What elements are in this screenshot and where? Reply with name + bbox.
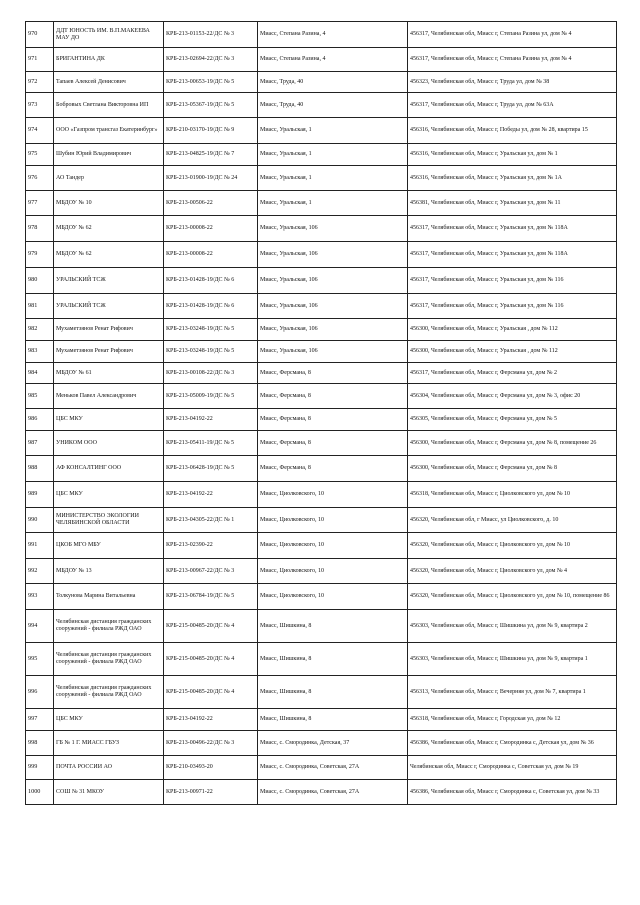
org-name-cell: Меньков Павел Александрович [54, 384, 164, 409]
address-cell: 456318, Челябинская обл, Миасс г, Городская ул, дом № 12 [408, 709, 617, 731]
row-number-cell: 978 [26, 216, 54, 242]
table-row [26, 643, 617, 676]
location-cell: Миасс, Уральская, 106 [258, 319, 408, 341]
records-table [25, 21, 617, 805]
document-number-cell: КРБ-213-00008-22 [164, 242, 258, 268]
org-name-cell: МИНИСТЕРСТВО ЭКОЛОГИИ ЧЕЛЯБИНСКОЙ ОБЛАСТИ [54, 508, 164, 533]
address-cell: 456305, Челябинская обл, Миасс г, Ферсмана ул, дом № 5 [408, 409, 617, 431]
location-cell: Миасс, Труда, 40 [258, 93, 408, 118]
location-cell: Миасс, Циолковского, 10 [258, 533, 408, 559]
document-number-cell: КРБ-213-04305-22/ДС № 1 [164, 508, 258, 533]
location-cell: Миасс, Ферсмана, 8 [258, 456, 408, 482]
location-cell: Миасс, Шишкина, 8 [258, 709, 408, 731]
document-number-cell: КРБ-213-02694-22/ДС № 3 [164, 48, 258, 72]
row-number-cell: 984 [26, 363, 54, 384]
location-cell: Миасс, Уральская, 106 [258, 216, 408, 242]
document-number-cell: КРБ-213-01428-19/ДС № 6 [164, 268, 258, 294]
address-cell: 456317, Челябинская обл, Миасс г, Степана Разина ул, дом № 4 [408, 48, 617, 72]
document-number-cell: КРБ-213-05411-19/ДС № 5 [164, 431, 258, 456]
document-number-cell: КРБ-210-03493-20 [164, 756, 258, 780]
org-name-cell: МБДОУ № 61 [54, 363, 164, 384]
document-number-cell: КРБ-213-00506-22 [164, 191, 258, 216]
address-cell: 456303, Челябинская обл, Миасс г, Шишкина ул, дом № 9, квартира 2 [408, 610, 617, 643]
document-number-cell: КРБ-213-00108-22/ДС № 3 [164, 363, 258, 384]
document-number-cell: КРБ-213-00653-19/ДС № 5 [164, 72, 258, 93]
org-name-cell: МБДОУ № 62 [54, 216, 164, 242]
address-cell: 456320, Челябинская обл, Миасс г, Циолковского ул, дом № 10 [408, 533, 617, 559]
address-cell: 456386, Челябинская обл, Миасс г, Смородинка с, Детская ул, дом № 36 [408, 731, 617, 756]
table-row [26, 780, 617, 805]
row-number-cell: 987 [26, 431, 54, 456]
row-number-cell: 999 [26, 756, 54, 780]
table-row [26, 341, 617, 363]
table-row [26, 482, 617, 508]
address-cell: Челябинская обл, Миасс г, Смородинка с, Советская ул, дом № 19 [408, 756, 617, 780]
table-row [26, 756, 617, 780]
document-number-cell: КРБ-213-04192-22 [164, 409, 258, 431]
table-row [26, 22, 617, 48]
table-row [26, 118, 617, 144]
org-name-cell: БРИГАНТИНА ДК [54, 48, 164, 72]
org-name-cell: ЦБС МКУ [54, 709, 164, 731]
address-cell: 456381, Челябинская обл, Миасс г, Уральская ул, дом № 11 [408, 191, 617, 216]
row-number-cell: 996 [26, 676, 54, 709]
table-row [26, 144, 617, 166]
org-name-cell: Толкунова Марина Витальевна [54, 584, 164, 610]
location-cell: Миасс, Ферсмана, 8 [258, 384, 408, 409]
address-cell: 456303, Челябинская обл, Миасс г, Шишкина ул, дом № 9, квартира 1 [408, 643, 617, 676]
location-cell: Миасс, Уральская, 106 [258, 268, 408, 294]
table-row [26, 363, 617, 384]
location-cell: Миасс, Уральская, 1 [258, 191, 408, 216]
document-number-cell: КРБ-215-00485-20/ДС № 4 [164, 643, 258, 676]
address-cell: 456317, Челябинская обл, Миасс г, Уральская ул, дом № 116 [408, 294, 617, 319]
location-cell: Миасс, Уральская, 1 [258, 118, 408, 144]
org-name-cell: ДДТ ЮНОСТЬ ИМ. В.П.МАКЕЕВА МАУ ДО [54, 22, 164, 48]
location-cell: Миасс, Степана Разина, 4 [258, 22, 408, 48]
row-number-cell: 983 [26, 341, 54, 363]
address-cell: 456304, Челябинская обл, Миасс г, Ферсмана ул, дом № 3, офис 20 [408, 384, 617, 409]
address-cell: 456320, Челябинская обл, Миасс г, Циолковского ул, дом № 10, помещение 86 [408, 584, 617, 610]
org-name-cell: Челябинская дистанция гражданских сооружений - филиала РЖД ОАО [54, 610, 164, 643]
org-name-cell: Шубин Юрий Владимирович [54, 144, 164, 166]
location-cell: Миасс, с. Смородинка, Детская, 37 [258, 731, 408, 756]
row-number-cell: 990 [26, 508, 54, 533]
address-cell: 456317, Челябинская обл, Миасс г, Уральская ул, дом № 116 [408, 268, 617, 294]
address-cell: 456320, Челябинская обл, г Миасс, ул Циолковского, д. 10 [408, 508, 617, 533]
address-cell: 456317, Челябинская обл, Миасс г, Ферсмана ул, дом № 2 [408, 363, 617, 384]
document-number-cell: КРБ-213-03248-19/ДС № 5 [164, 341, 258, 363]
org-name-cell: УНИКОМ ООО [54, 431, 164, 456]
table-row [26, 709, 617, 731]
table-row [26, 676, 617, 709]
row-number-cell: 986 [26, 409, 54, 431]
address-cell: 456317, Челябинская обл, Миасс г, Уральская ул, дом № 118А [408, 242, 617, 268]
address-cell: 456317, Челябинская обл, Миасс г, Степана Разина ул, дом № 4 [408, 22, 617, 48]
table-row [26, 456, 617, 482]
document-number-cell: КРБ-213-04192-22 [164, 482, 258, 508]
address-cell: 456386, Челябинская обл, Миасс г, Смородинка с, Советская ул, дом № 33 [408, 780, 617, 805]
address-cell: 456317, Челябинская обл, Миасс г, Труда ул, дом № 63А [408, 93, 617, 118]
address-cell: 456300, Челябинская обл, Миасс г, Ферсмана ул, дом № 8, помещение 26 [408, 431, 617, 456]
location-cell: Миасс, Уральская, 106 [258, 242, 408, 268]
row-number-cell: 995 [26, 643, 54, 676]
org-name-cell: Бобровых Светлана Викторовна ИП [54, 93, 164, 118]
address-cell: 456300, Челябинская обл, Миасс г, Уральская , дом № 112 [408, 319, 617, 341]
document-number-cell: КРБ-213-05009-19/ДС № 5 [164, 384, 258, 409]
location-cell: Миасс, с. Смородинка, Советская, 27А [258, 756, 408, 780]
location-cell: Миасс, Ферсмана, 8 [258, 363, 408, 384]
row-number-cell: 991 [26, 533, 54, 559]
row-number-cell: 980 [26, 268, 54, 294]
org-name-cell: Мухаметзянов Ренат Рифович [54, 341, 164, 363]
row-number-cell: 971 [26, 48, 54, 72]
org-name-cell: ПОЧТА РОССИИ АО [54, 756, 164, 780]
table-row [26, 268, 617, 294]
document-number-cell: КРБ-213-04825-19/ДС № 7 [164, 144, 258, 166]
address-cell: 456320, Челябинская обл, Миасс г, Циолковского ул, дом № 4 [408, 559, 617, 584]
location-cell: Миасс, Уральская, 106 [258, 341, 408, 363]
document-number-cell: КРБ-215-00485-20/ДС № 4 [164, 676, 258, 709]
row-number-cell: 970 [26, 22, 54, 48]
org-name-cell: ЦКОБ МГО МБУ [54, 533, 164, 559]
table-row [26, 384, 617, 409]
document-number-cell: КРБ-213-04192-22 [164, 709, 258, 731]
row-number-cell: 981 [26, 294, 54, 319]
document-number-cell: КРБ-210-03170-19/ДС № 9 [164, 118, 258, 144]
org-name-cell: ГБ № 1 Г. МИАСС ГБУЗ [54, 731, 164, 756]
row-number-cell: 972 [26, 72, 54, 93]
address-cell: 456318, Челябинская обл, Миасс г, Циолковского ул, дом № 10 [408, 482, 617, 508]
org-name-cell: АО Тандер [54, 166, 164, 191]
table-row [26, 242, 617, 268]
location-cell: Миасс, Ферсмана, 8 [258, 409, 408, 431]
row-number-cell: 979 [26, 242, 54, 268]
location-cell: Миасс, Уральская, 1 [258, 166, 408, 191]
table-row [26, 93, 617, 118]
org-name-cell: МБДОУ № 13 [54, 559, 164, 584]
document-number-cell: КРБ-213-06784-19/ДС № 5 [164, 584, 258, 610]
address-cell: 456313, Челябинская обл, Миасс г, Вечерняя ул, дом № 7, квартира 1 [408, 676, 617, 709]
location-cell: Миасс, Труда, 40 [258, 72, 408, 93]
location-cell: Миасс, с. Смородинка, Советская, 27А [258, 780, 408, 805]
row-number-cell: 994 [26, 610, 54, 643]
table-row [26, 216, 617, 242]
document-number-cell: КРБ-213-00496-22/ДС № 3 [164, 731, 258, 756]
row-number-cell: 1000 [26, 780, 54, 805]
address-cell: 456316, Челябинская обл, Миасс г, Уральская ул, дом № 1 [408, 144, 617, 166]
row-number-cell: 974 [26, 118, 54, 144]
table-row [26, 48, 617, 72]
document-number-cell: КРБ-213-01428-19/ДС № 6 [164, 294, 258, 319]
address-cell: 456300, Челябинская обл, Миасс г, Уральская , дом № 112 [408, 341, 617, 363]
document-number-cell: КРБ-213-05367-19/ДС № 5 [164, 93, 258, 118]
table-row [26, 533, 617, 559]
row-number-cell: 993 [26, 584, 54, 610]
row-number-cell: 982 [26, 319, 54, 341]
table-row [26, 559, 617, 584]
row-number-cell: 988 [26, 456, 54, 482]
org-name-cell: Мухаметзянов Ренат Рифович [54, 319, 164, 341]
location-cell: Миасс, Циолковского, 10 [258, 508, 408, 533]
document-number-cell: КРБ-213-00008-22 [164, 216, 258, 242]
table-row [26, 72, 617, 93]
row-number-cell: 992 [26, 559, 54, 584]
location-cell: Миасс, Циолковского, 10 [258, 482, 408, 508]
table-row [26, 319, 617, 341]
org-name-cell: Челябинская дистанция гражданских сооружений - филиала РЖД ОАО [54, 676, 164, 709]
row-number-cell: 976 [26, 166, 54, 191]
row-number-cell: 997 [26, 709, 54, 731]
row-number-cell: 985 [26, 384, 54, 409]
org-name-cell: УРАЛЬСКИЙ ТСЖ [54, 268, 164, 294]
document-number-cell: КРБ-213-02390-22 [164, 533, 258, 559]
table-row [26, 294, 617, 319]
location-cell: Миасс, Циолковского, 10 [258, 584, 408, 610]
org-name-cell: ООО «Газпром трансгаз Екатеринбург» [54, 118, 164, 144]
location-cell: Миасс, Ферсмана, 8 [258, 431, 408, 456]
row-number-cell: 973 [26, 93, 54, 118]
org-name-cell: ЦБС МКУ [54, 482, 164, 508]
table-row [26, 508, 617, 533]
document-number-cell: КРБ-213-00971-22 [164, 780, 258, 805]
org-name-cell: АФ КОНСАЛТИНГ ООО [54, 456, 164, 482]
document-number-cell: КРБ-213-03248-19/ДС № 5 [164, 319, 258, 341]
table-row [26, 166, 617, 191]
location-cell: Миасс, Шишкина, 8 [258, 643, 408, 676]
table-row [26, 610, 617, 643]
row-number-cell: 975 [26, 144, 54, 166]
row-number-cell: 998 [26, 731, 54, 756]
org-name-cell: УРАЛЬСКИЙ ТСЖ [54, 294, 164, 319]
document-number-cell: КРБ-213-00967-22/ДС № 3 [164, 559, 258, 584]
org-name-cell: Тапаев Алексей Денисович [54, 72, 164, 93]
location-cell: Миасс, Шишкина, 8 [258, 676, 408, 709]
address-cell: 456323, Челябинская обл, Миасс г, Труда ул, дом № 38 [408, 72, 617, 93]
org-name-cell: МБДОУ № 10 [54, 191, 164, 216]
address-cell: 456316, Челябинская обл, Миасс г, Уральская ул, дом № 1А [408, 166, 617, 191]
table-row [26, 431, 617, 456]
org-name-cell: Челябинская дистанция гражданских сооружений - филиала РЖД ОАО [54, 643, 164, 676]
table-row [26, 191, 617, 216]
location-cell: Миасс, Циолковского, 10 [258, 559, 408, 584]
org-name-cell: ЦБС МКУ [54, 409, 164, 431]
document-number-cell: КРБ-215-00485-20/ДС № 4 [164, 610, 258, 643]
address-cell: 456317, Челябинская обл, Миасс г, Уральская ул, дом № 118А [408, 216, 617, 242]
location-cell: Миасс, Уральская, 106 [258, 294, 408, 319]
row-number-cell: 989 [26, 482, 54, 508]
row-number-cell: 977 [26, 191, 54, 216]
address-cell: 456316, Челябинская обл, Миасс г, Победы ул, дом № 28, квартира 15 [408, 118, 617, 144]
table-row [26, 409, 617, 431]
records-table-body [26, 22, 617, 805]
table-row [26, 584, 617, 610]
org-name-cell: СОШ № 31 МКОУ [54, 780, 164, 805]
location-cell: Миасс, Шишкина, 8 [258, 610, 408, 643]
location-cell: Миасс, Степана Разина, 4 [258, 48, 408, 72]
document-number-cell: КРБ-213-01153-22/ДС № 3 [164, 22, 258, 48]
document-number-cell: КРБ-213-06428-19/ДС № 5 [164, 456, 258, 482]
address-cell: 456300, Челябинская обл, Миасс г, Ферсмана ул, дом № 8 [408, 456, 617, 482]
location-cell: Миасс, Уральская, 1 [258, 144, 408, 166]
org-name-cell: МБДОУ № 62 [54, 242, 164, 268]
table-row [26, 731, 617, 756]
document-number-cell: КРБ-213-01900-19/ДС № 24 [164, 166, 258, 191]
